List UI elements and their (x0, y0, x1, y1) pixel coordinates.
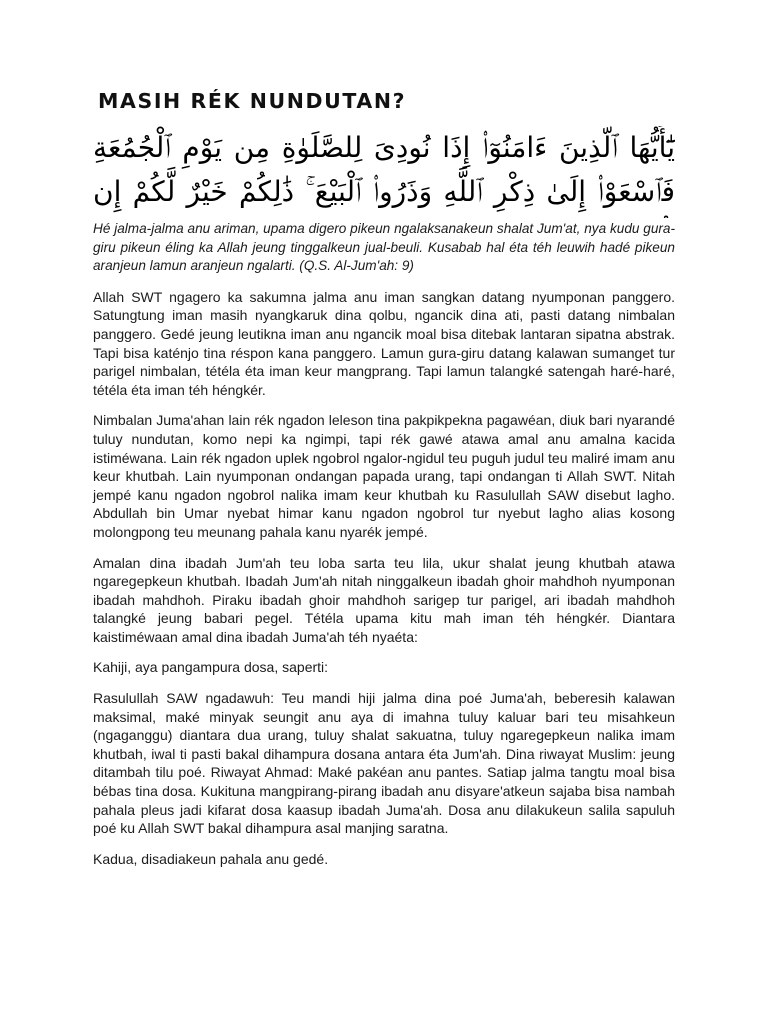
body-paragraph: Nimbalan Juma'ahan lain rék ngadon leleson tina pakpikpekna pagawéan, diuk bari nyarandé tuluy nundutan, komo nepi ka ngimpi, tapi rék gawé atawa amal anu amalna kacida istiméwana. Lain rék ngadon uplek ngobrol ngalor-ngidul teu puguh judul teu maliré imam anu keur khutbah. Lain nyumponan ondangan papada urang, tapi ondangan ti Allah SWT. Nitah jempé kanu ngadon ngobrol nalika imam keur khutbah ku Rasulullah SAW disebut lagho. Abdullah bin Umar nyebat himar kanu ngadon ngobrol tur nyebut lagho alias kosong molongpong teu meunang pahala kanu nyarék jempé. (93, 412, 675, 540)
arabic-verse-text: يَٰٓأَيُّهَا ٱلَّذِينَ ءَامَنُوٓا۟ إِذَا نُودِىَ لِلصَّلَوٰةِ مِن يَوْمِ ٱلْجُمُعَةِ فَٱسْعَوْا۟ إِلَىٰ ذِكْرِ ٱللَّهِ وَذَرُوا۟ ٱلْبَيْعَ ۚ ذَٰلِكُمْ خَيْرٌ لَّكُمْ إِن (93, 131, 675, 208)
body-paragraph: Rasulullah SAW ngadawuh: Teu mandi hiji jalma dina poé Juma'ah, beberesih kalawan maksimal, maké minyak seungit anu aya di imahna tuluy kaluar bari teu misahkeun (ngaganggu) diantara dua urang, tuluy shalat sakuatna, tuluy ngaregepkeun nalika imam khutbah, iwal ti pasti bakal dihampura dosana antara éta Jum'ah. Dina riwayat Muslim: jeung ditambah tilu poé. Riwayat Ahmad: Maké pakéan anu pantes. Satiap jalma tangtu moal bisa bébas tina dosa. Kukituna mangpirang-pirang ibadah anu disyare'atkeun sajaba bisa nambah pahala pleus jadi kifarat dosa kaasup ibadah Juma'ah. Dosa anu dilakukeun salila sapuluh poé ku Allah SWT bakal dihampura asal manjing saratna. (93, 690, 675, 837)
document-page (93, 88, 675, 868)
verse-translation: Hé jalma-jalma anu ariman, upama digero pikeun ngalaksanakeun shalat Jum'at, nya kudu gura-giru pikeun éling ka Allah jeung tinggalkeun jual-beuli. Kusabab hal éta téh leuwih hadé pikeun aranjeun lamun aranjeun ngalarti. (Q.S. Al-Jum'ah: 9) (93, 221, 675, 274)
body-paragraph: Allah SWT ngagero ka sakumna jalma anu iman sangkan datang nyumponan panggero. Satungtung iman masih nyangkaruk dina qolbu, ngancik dina ati, pasti datang nimbalan panggero. Gedé jeung leutikna iman anu ngancik moal bisa ditebak lantaran sipatna abstrak. Tapi bisa katénjo tina réspon kana panggero. Lamun gura-giru datang kalawan sumanget tur parigel nimbalan, tétéla éta iman keur mangprang. Tapi lamun talangké satengah haré-haré, tétéla éta iman téh héngkér. (93, 288, 675, 398)
quran-verse (93, 126, 675, 218)
body-paragraph: Kadua, disadiakeun pahala anu gedé. (93, 850, 329, 867)
document-title: MASIH RÉK NUNDUTAN? (98, 89, 407, 113)
body-paragraph: Kahiji, aya pangampura dosa, saperti: (93, 659, 329, 676)
body-paragraph: Amalan dina ibadah Jum'ah teu loba sarta teu lila, ukur shalat jeung khutbah atawa ngaregepkeun khutbah. Ibadah Jum'ah nitah ninggalkeun ibadah ghoir mahdhoh nyumponan ibadah mahdhoh. Piraku ibadah ghoir mahdhoh sarigep tur parigel, ari ibadah mahdhoh talangké jeung babari pegel. Tétéla upama kitu mah iman téh héngkér. Diantara kaistiméwaan amal dina ibadah Juma'ah téh nyaéta: (93, 554, 675, 645)
